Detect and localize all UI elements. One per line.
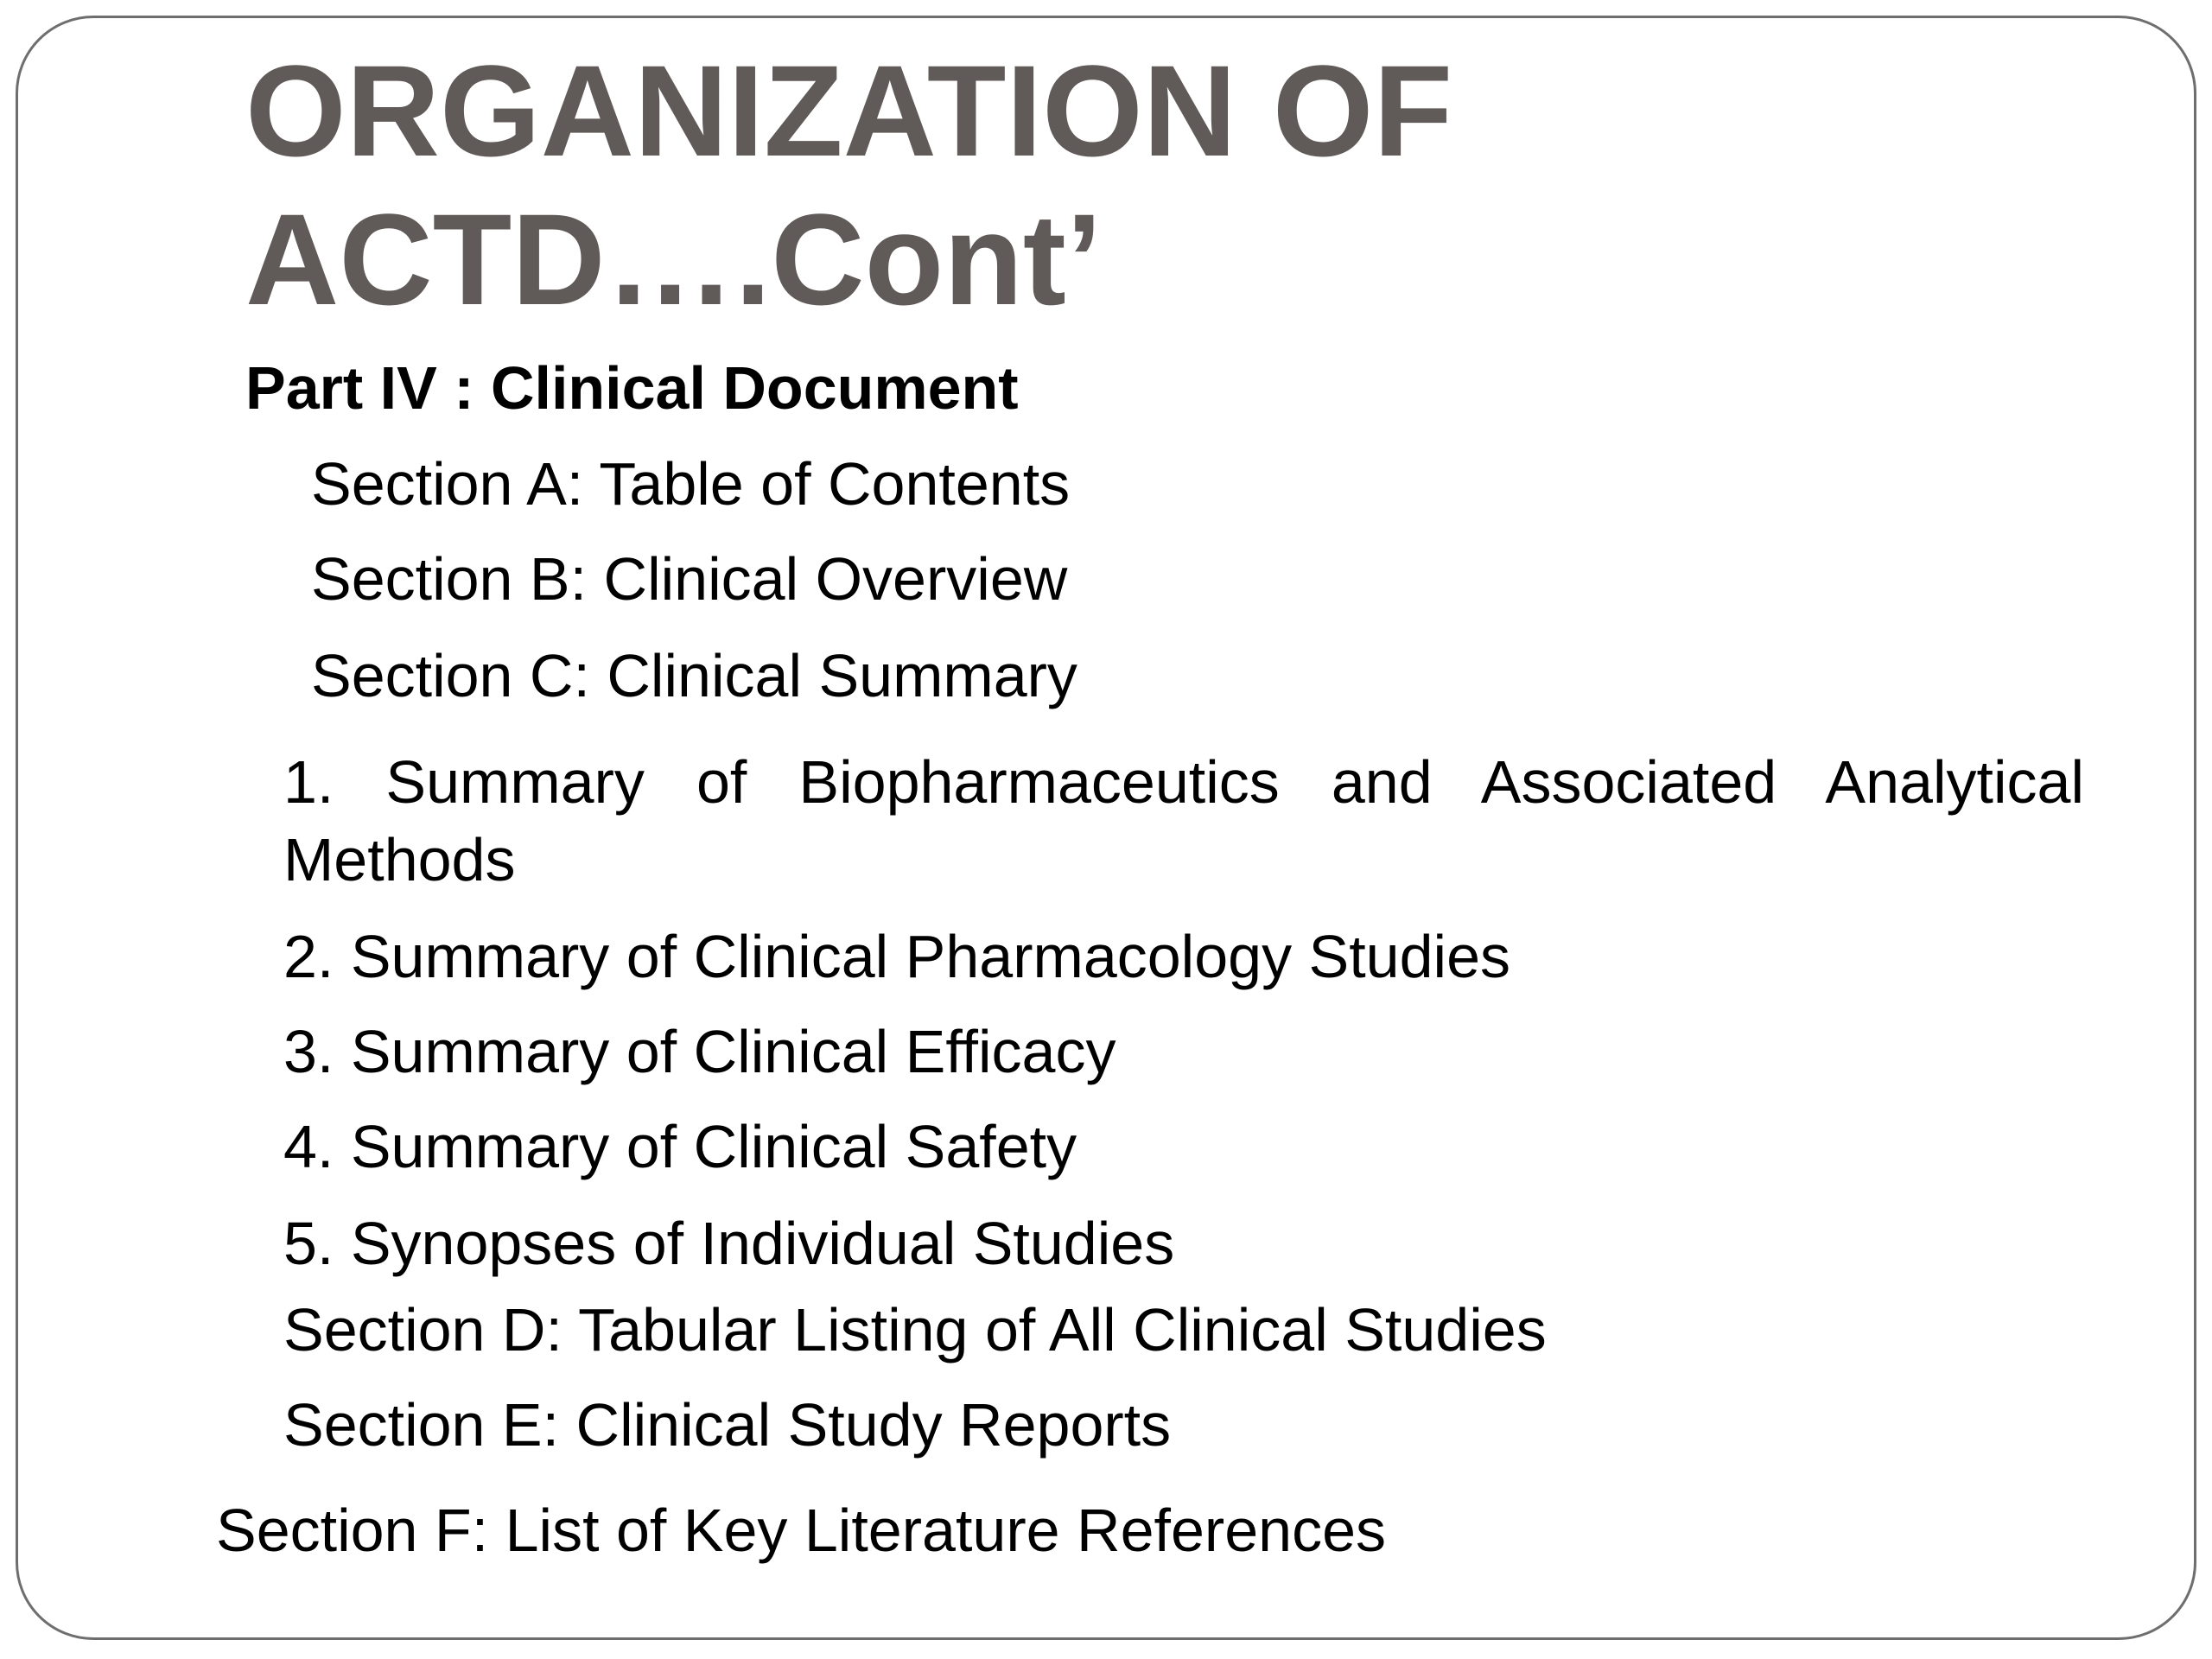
section-a-item: Section A: Table of Contents — [311, 450, 1071, 518]
part-heading: Part IV : Clinical Document — [245, 354, 1019, 422]
section-d-item: Section D: Tabular Listing of All Clinical Studies — [283, 1296, 1547, 1363]
section-b-item: Section B: Clinical Overview — [311, 545, 1068, 613]
slide-title: ORGANIZATION OF ACTD….Cont’ — [245, 38, 1453, 332]
section-c-item: Section C: Clinical Summary — [311, 642, 1077, 709]
summary-item-4: 4. Summary of Clinical Safety — [283, 1113, 1077, 1180]
summary-item-3: 3. Summary of Clinical Efficacy — [283, 1018, 1116, 1085]
section-e-item: Section E: Clinical Study Reports — [283, 1391, 1172, 1459]
section-f-item: Section F: List of Key Literature References — [216, 1497, 1386, 1564]
summary-item-2: 2. Summary of Clinical Pharmacology Studies — [283, 923, 1511, 990]
summary-item-5: 5. Synopses of Individual Studies — [283, 1210, 1175, 1277]
summary-item-1: 1. Summary of Biopharmaceutics and Associated Analytical Methods — [283, 748, 2084, 893]
